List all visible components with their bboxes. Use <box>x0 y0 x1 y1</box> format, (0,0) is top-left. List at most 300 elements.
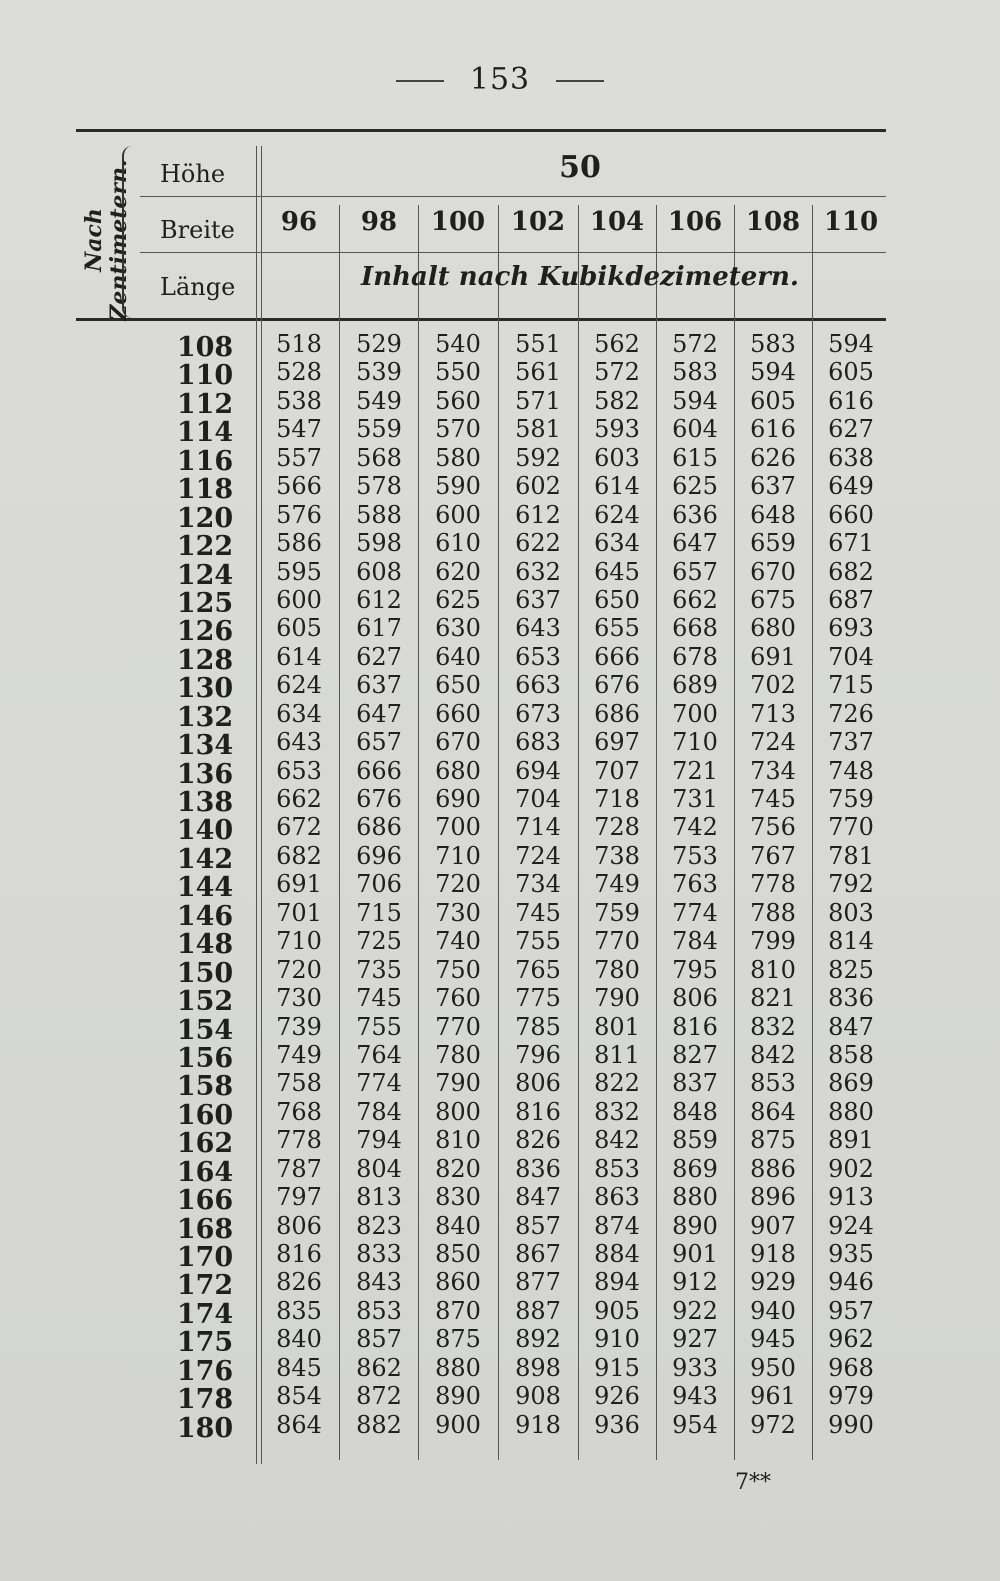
table-cell: 840 <box>276 1325 322 1354</box>
table-cell: 823 <box>356 1211 402 1240</box>
table-cell: 605 <box>276 614 322 643</box>
table-cell: 718 <box>594 785 640 813</box>
table-cell: 936 <box>594 1410 640 1439</box>
laenge-row-label: 125 <box>176 587 234 619</box>
table-cell: 694 <box>515 756 561 785</box>
table-cell: 605 <box>828 358 874 387</box>
table-cell: 580 <box>435 443 481 472</box>
laenge-row-label: 158 <box>176 1071 234 1103</box>
laenge-row-label: 122 <box>176 531 234 563</box>
table-cell: 653 <box>276 756 322 785</box>
table-cell: 655 <box>594 614 640 643</box>
table-cell: 825 <box>828 955 874 984</box>
table-cell: 759 <box>594 898 640 927</box>
breite-102: 102 <box>510 207 566 237</box>
table-cell: 540 <box>435 330 481 358</box>
table-cell: 767 <box>750 841 796 870</box>
table-cell: 737 <box>828 728 874 757</box>
table-cell: 785 <box>515 1012 561 1041</box>
table-cell: 715 <box>356 898 402 927</box>
table-cell: 662 <box>672 585 718 614</box>
table-cell: 547 <box>276 415 322 444</box>
table-cell: 790 <box>594 984 640 1013</box>
table-cell: 778 <box>276 1126 322 1155</box>
table-cell: 666 <box>594 642 640 671</box>
table-cell: 853 <box>750 1069 796 1098</box>
table-cell: 784 <box>672 927 718 956</box>
table-cell: 702 <box>750 671 796 700</box>
table-cell: 710 <box>672 728 718 757</box>
table-cell: 640 <box>435 642 481 671</box>
table-cell: 637 <box>750 472 796 501</box>
table-cell: 670 <box>750 557 796 586</box>
laenge-row-label: 152 <box>176 986 234 1018</box>
table-cell: 759 <box>828 785 874 813</box>
table-cell: 813 <box>356 1183 402 1212</box>
table-cell: 682 <box>276 841 322 870</box>
table-cell: 666 <box>356 756 402 785</box>
table-cell: 894 <box>594 1268 640 1297</box>
table-cell: 864 <box>750 1097 796 1126</box>
table-cell: 945 <box>750 1325 796 1354</box>
table-cell: 799 <box>750 927 796 956</box>
table-cell: 612 <box>356 585 402 614</box>
table-cell: 979 <box>828 1382 874 1411</box>
table-cell: 753 <box>672 841 718 870</box>
table-cell: 760 <box>435 984 481 1013</box>
table-cell: 922 <box>672 1296 718 1325</box>
laenge-row-label: 110 <box>176 360 234 392</box>
table-cell: 869 <box>672 1154 718 1183</box>
table-cell: 811 <box>594 1040 640 1069</box>
table-cell: 810 <box>750 955 796 984</box>
laenge-row-label: 112 <box>176 388 234 420</box>
table-cell: 671 <box>828 529 874 558</box>
table-cell: 710 <box>276 927 322 956</box>
table-cell: 600 <box>435 500 481 529</box>
table-cell: 918 <box>750 1240 796 1268</box>
table-cell: 857 <box>515 1211 561 1240</box>
table-cell: 962 <box>828 1325 874 1354</box>
table-cell: 650 <box>435 671 481 700</box>
laenge-label: Länge <box>160 273 236 301</box>
table-cell: 735 <box>356 955 402 984</box>
value-column-106 <box>655 330 735 1439</box>
table-cell: 918 <box>515 1410 561 1439</box>
table-cell: 780 <box>435 1040 481 1069</box>
table-cell: 638 <box>828 443 874 472</box>
table-cell: 803 <box>828 898 874 927</box>
table-cell: 583 <box>672 358 718 387</box>
table-cell: 794 <box>356 1126 402 1155</box>
table-cell: 857 <box>356 1325 402 1354</box>
table-cell: 675 <box>750 585 796 614</box>
table-cell: 758 <box>276 1069 322 1098</box>
header-dash-left <box>396 80 444 82</box>
table-cell: 854 <box>276 1382 322 1411</box>
table-cell: 643 <box>515 614 561 643</box>
table-cell: 560 <box>435 386 481 415</box>
table-cell: 755 <box>515 927 561 956</box>
table-cell: 827 <box>672 1040 718 1069</box>
table-cell: 913 <box>828 1183 874 1212</box>
table-cell: 645 <box>594 557 640 586</box>
table-cell: 704 <box>515 785 561 813</box>
laenge-row-label: 156 <box>176 1042 234 1074</box>
table-cell: 583 <box>750 330 796 358</box>
value-column-102 <box>498 330 578 1439</box>
table-cell: 581 <box>515 415 561 444</box>
table-cell: 600 <box>276 585 322 614</box>
laenge-row-label: 168 <box>176 1213 234 1245</box>
laenge-row-label: 128 <box>176 644 234 676</box>
laenge-row-label: 154 <box>176 1014 234 1046</box>
laenge-row-label: 148 <box>176 929 234 961</box>
breite-108: 108 <box>745 207 801 237</box>
table-cell: 896 <box>750 1183 796 1212</box>
table-cell: 682 <box>828 557 874 586</box>
table-cell: 787 <box>276 1154 322 1183</box>
laenge-row-label: 124 <box>176 559 234 591</box>
table-cell: 594 <box>672 386 718 415</box>
table-cell: 765 <box>515 955 561 984</box>
table-cell: 842 <box>594 1126 640 1155</box>
laengen-column <box>150 334 260 1443</box>
table-cell: 748 <box>828 756 874 785</box>
table-cell: 578 <box>356 472 402 501</box>
table-cell: 701 <box>276 898 322 927</box>
laenge-row-label: 132 <box>176 701 234 733</box>
table-cell: 616 <box>750 415 796 444</box>
table-cell: 806 <box>672 984 718 1013</box>
header-dash-right <box>556 80 604 82</box>
table-cell: 750 <box>435 955 481 984</box>
table-cell: 710 <box>435 841 481 870</box>
table-cell: 559 <box>356 415 402 444</box>
table-cell: 686 <box>594 699 640 728</box>
table-cell: 588 <box>356 500 402 529</box>
laenge-row-label: 172 <box>176 1270 234 1302</box>
table-cell: 806 <box>276 1211 322 1240</box>
table-cell: 693 <box>828 614 874 643</box>
table-cell: 816 <box>276 1240 322 1268</box>
table-cell: 862 <box>356 1353 402 1382</box>
table-cell: 890 <box>672 1211 718 1240</box>
table-cell: 832 <box>750 1012 796 1041</box>
table-cell: 561 <box>515 358 561 387</box>
table-cell: 901 <box>672 1240 718 1268</box>
table-cell: 566 <box>276 472 322 501</box>
table-cell: 528 <box>276 358 322 387</box>
hoehe-label: Höhe <box>160 160 226 188</box>
table-cell: 816 <box>672 1012 718 1041</box>
laenge-row-label: 175 <box>176 1327 234 1359</box>
table-top-rule <box>76 129 886 132</box>
table-cell: 538 <box>276 386 322 415</box>
table-cell: 697 <box>594 728 640 757</box>
laenge-row-label: 136 <box>176 758 234 790</box>
table-cell: 943 <box>672 1382 718 1411</box>
table-cell: 845 <box>276 1353 322 1382</box>
laenge-row-label: 142 <box>176 843 234 875</box>
value-column-104 <box>577 330 657 1439</box>
table-cell: 900 <box>435 1410 481 1439</box>
table-cell: 800 <box>435 1097 481 1126</box>
table-cell: 880 <box>435 1353 481 1382</box>
table-cell: 571 <box>515 386 561 415</box>
value-column-110 <box>811 330 891 1439</box>
table-cell: 886 <box>750 1154 796 1183</box>
table-cell: 806 <box>515 1069 561 1098</box>
table-cell: 810 <box>435 1126 481 1155</box>
laenge-row-label: 108 <box>176 332 234 363</box>
laenge-row-label: 146 <box>176 900 234 932</box>
table-cell: 780 <box>594 955 640 984</box>
table-cell: 892 <box>515 1325 561 1354</box>
table-cell: 627 <box>356 642 402 671</box>
table-cell: 749 <box>276 1040 322 1069</box>
table-cell: 972 <box>750 1410 796 1439</box>
table-cell: 551 <box>515 330 561 358</box>
table-cell: 608 <box>356 557 402 586</box>
table-cell: 763 <box>672 870 718 899</box>
table-cell: 594 <box>750 358 796 387</box>
table-cell: 691 <box>750 642 796 671</box>
side-label-line-2: Zentimetern. <box>106 159 132 321</box>
table-cell: 858 <box>828 1040 874 1069</box>
table-cell: 676 <box>594 671 640 700</box>
table-cell: 549 <box>356 386 402 415</box>
page-number: 153 <box>469 62 531 97</box>
table-cell: 843 <box>356 1268 402 1297</box>
table-cell: 620 <box>435 557 481 586</box>
laenge-row-label: 138 <box>176 787 234 818</box>
table-cell: 837 <box>672 1069 718 1098</box>
table-cell: 832 <box>594 1097 640 1126</box>
table-cell: 731 <box>672 785 718 813</box>
table-cell: 605 <box>750 386 796 415</box>
table-cell: 624 <box>276 671 322 700</box>
table-cell: 968 <box>828 1353 874 1382</box>
table-cell: 774 <box>672 898 718 927</box>
table-cell: 847 <box>828 1012 874 1041</box>
table-cell: 933 <box>672 1353 718 1382</box>
table-cell: 634 <box>276 699 322 728</box>
table-cell: 864 <box>276 1410 322 1439</box>
table-cell: 689 <box>672 671 718 700</box>
hoehe-value: 50 <box>559 150 601 185</box>
table-cell: 770 <box>594 927 640 956</box>
table-cell: 637 <box>356 671 402 700</box>
table-cell: 663 <box>515 671 561 700</box>
table-cell: 905 <box>594 1296 640 1325</box>
table-cell: 653 <box>515 642 561 671</box>
table-cell: 625 <box>435 585 481 614</box>
table-cell: 626 <box>750 443 796 472</box>
table-cell: 649 <box>828 472 874 501</box>
laenge-row-label: 180 <box>176 1412 234 1444</box>
table-cell: 850 <box>435 1240 481 1268</box>
table-cell: 700 <box>672 699 718 728</box>
table-cell: 707 <box>594 756 640 785</box>
table-cell: 826 <box>276 1268 322 1297</box>
table-cell: 686 <box>356 813 402 842</box>
table-cell: 734 <box>515 870 561 899</box>
value-column-96 <box>259 330 339 1439</box>
breite-106: 106 <box>667 207 723 237</box>
table-cell: 954 <box>672 1410 718 1439</box>
table-cell: 594 <box>828 330 874 358</box>
header-bottom-rule <box>76 318 886 321</box>
table-cell: 874 <box>594 1211 640 1240</box>
table-cell: 898 <box>515 1353 561 1382</box>
laenge-row-label: 178 <box>176 1384 234 1416</box>
table-cell: 755 <box>356 1012 402 1041</box>
table-cell: 804 <box>356 1154 402 1183</box>
table-cell: 568 <box>356 443 402 472</box>
table-cell: 990 <box>828 1410 874 1439</box>
table-cell: 593 <box>594 415 640 444</box>
table-cell: 721 <box>672 756 718 785</box>
table-cell: 869 <box>828 1069 874 1098</box>
table-cell: 739 <box>276 1012 322 1041</box>
breite-98: 98 <box>360 207 398 237</box>
table-cell: 673 <box>515 699 561 728</box>
table-cell: 833 <box>356 1240 402 1268</box>
table-cell: 657 <box>356 728 402 757</box>
table-cell: 788 <box>750 898 796 927</box>
table-cell: 617 <box>356 614 402 643</box>
table-cell: 659 <box>750 529 796 558</box>
table-cell: 836 <box>828 984 874 1013</box>
table-cell: 887 <box>515 1296 561 1325</box>
table-cell: 696 <box>356 841 402 870</box>
table-cell: 648 <box>750 500 796 529</box>
laenge-row-label: 130 <box>176 673 234 705</box>
laenge-row-label: 162 <box>176 1128 234 1160</box>
table-cell: 797 <box>276 1183 322 1212</box>
value-column-98 <box>339 330 419 1439</box>
table-cell: 756 <box>750 813 796 842</box>
table-cell: 821 <box>750 984 796 1013</box>
table-cell: 725 <box>356 927 402 956</box>
table-cell: 592 <box>515 443 561 472</box>
table-cell: 622 <box>515 529 561 558</box>
table-cell: 957 <box>828 1296 874 1325</box>
table-cell: 853 <box>356 1296 402 1325</box>
table-cell: 704 <box>828 642 874 671</box>
table-cell: 742 <box>672 813 718 842</box>
table-cell: 926 <box>594 1382 640 1411</box>
laenge-row-label: 120 <box>176 502 234 534</box>
table-cell: 612 <box>515 500 561 529</box>
table-cell: 637 <box>515 585 561 614</box>
table-cell: 636 <box>672 500 718 529</box>
table-cell: 891 <box>828 1126 874 1155</box>
table-cell: 778 <box>750 870 796 899</box>
table-cell: 853 <box>594 1154 640 1183</box>
table-cell: 625 <box>672 472 718 501</box>
laenge-row-label: 118 <box>176 474 234 506</box>
value-column-108 <box>733 330 813 1439</box>
table-cell: 884 <box>594 1240 640 1268</box>
breite-110: 110 <box>823 207 879 237</box>
table-cell: 872 <box>356 1382 402 1411</box>
table-cell: 927 <box>672 1325 718 1354</box>
laenge-row-label: 150 <box>176 957 234 989</box>
side-label-line-1: Nach <box>81 208 107 272</box>
table-cell: 706 <box>356 870 402 899</box>
table-cell: 627 <box>828 415 874 444</box>
table-cell: 720 <box>435 870 481 899</box>
table-cell: 738 <box>594 841 640 870</box>
table-cell: 713 <box>750 699 796 728</box>
table-cell: 615 <box>672 443 718 472</box>
table-cell: 668 <box>672 614 718 643</box>
table-cell: 680 <box>435 756 481 785</box>
table-cell: 902 <box>828 1154 874 1183</box>
table-cell: 647 <box>672 529 718 558</box>
laenge-row-label: 170 <box>176 1242 234 1273</box>
value-column-100 <box>418 330 498 1439</box>
table-cell: 691 <box>276 870 322 899</box>
table-cell: 683 <box>515 728 561 757</box>
content-title: Inhalt nach Kubikdezimetern. <box>361 262 799 292</box>
table-cell: 840 <box>435 1211 481 1240</box>
table-cell: 598 <box>356 529 402 558</box>
table-cell: 715 <box>828 671 874 700</box>
table-cell: 650 <box>594 585 640 614</box>
breite-label: Breite <box>160 216 235 244</box>
laenge-row-label: 176 <box>176 1355 234 1387</box>
table-cell: 816 <box>515 1097 561 1126</box>
table-cell: 814 <box>828 927 874 956</box>
table-cell: 867 <box>515 1240 561 1268</box>
table-cell: 676 <box>356 785 402 813</box>
table-cell: 700 <box>435 813 481 842</box>
table-cell: 720 <box>276 955 322 984</box>
table-cell: 764 <box>356 1040 402 1069</box>
table-cell: 820 <box>435 1154 481 1183</box>
table-cell: 678 <box>672 642 718 671</box>
laenge-row-label: 144 <box>176 872 234 904</box>
laenge-row-label: 140 <box>176 815 234 847</box>
table-cell: 550 <box>435 358 481 387</box>
table-cell: 602 <box>515 472 561 501</box>
table-cell: 657 <box>672 557 718 586</box>
table-cell: 670 <box>435 728 481 757</box>
curly-brace <box>122 146 138 318</box>
table-cell: 915 <box>594 1353 640 1382</box>
table-cell: 822 <box>594 1069 640 1098</box>
table-cell: 826 <box>515 1126 561 1155</box>
table-cell: 660 <box>828 500 874 529</box>
table-cell: 730 <box>276 984 322 1013</box>
table-cell: 784 <box>356 1097 402 1126</box>
laenge-row-label: 164 <box>176 1156 234 1188</box>
laenge-row-label: 134 <box>176 730 234 762</box>
table-cell: 935 <box>828 1240 874 1268</box>
laenge-row-label: 116 <box>176 445 234 477</box>
table-cell: 795 <box>672 955 718 984</box>
table-cell: 586 <box>276 529 322 558</box>
table-cell: 680 <box>750 614 796 643</box>
table-cell: 647 <box>356 699 402 728</box>
table-cell: 768 <box>276 1097 322 1126</box>
table-cell: 770 <box>435 1012 481 1041</box>
table-cell: 875 <box>750 1126 796 1155</box>
table-cell: 557 <box>276 443 322 472</box>
